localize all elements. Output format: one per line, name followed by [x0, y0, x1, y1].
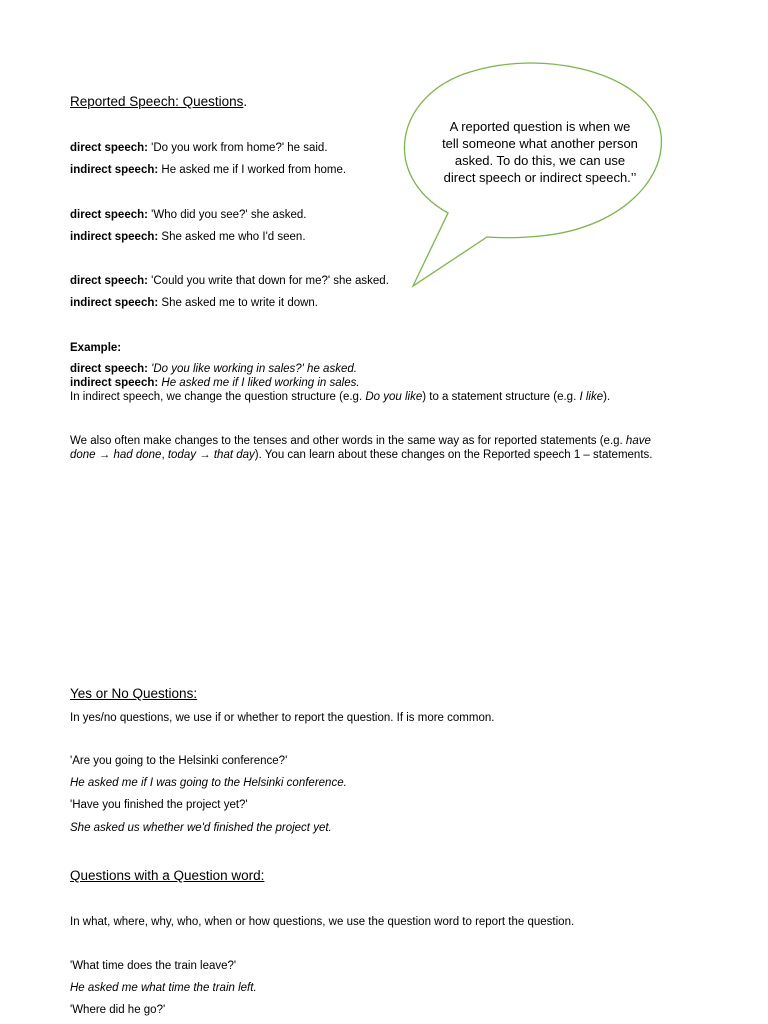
- tenses-text: ,: [161, 449, 168, 461]
- example-label: Example:: [70, 342, 122, 354]
- note-text: ) to a statement structure (e.g.: [422, 391, 580, 403]
- direct-label: direct speech:: [70, 142, 148, 154]
- question-word-example-2-question: 'Where did he go?': [70, 1004, 166, 1016]
- direct-label: direct speech:: [70, 275, 148, 287]
- yes-no-example-2-question: 'Have you finished the project yet?': [70, 799, 248, 811]
- speech-bubble-shape: [0, 0, 768, 320]
- question-word-example-1-answer: He asked me what time the train left.: [70, 982, 257, 994]
- yes-no-heading: Yes or No Questions:: [70, 686, 198, 701]
- direct-speech-2: [70, 208, 306, 222]
- indirect-text: She asked me who I'd seen.: [158, 231, 306, 243]
- example-indirect: [70, 376, 360, 390]
- indirect-text: She asked me to write it down.: [158, 297, 319, 309]
- direct-label: direct speech:: [70, 363, 148, 375]
- note-italic: Do you like: [365, 391, 423, 403]
- indirect-label: indirect speech:: [70, 297, 159, 309]
- direct-speech-3: [70, 274, 389, 288]
- indirect-text: He asked me if I worked from home.: [158, 164, 347, 176]
- tenses-paragraph-line-1: [70, 434, 651, 448]
- example-note: [70, 390, 610, 404]
- callout-text: A reported question is when we tell someone what another person asked. To do this, we can use direct speech or indirect speech.’’: [442, 119, 638, 185]
- yes-no-example-1-question: 'Are you going to the Helsinki conference?': [70, 755, 288, 767]
- yes-no-example-2-answer: She asked us whether we'd finished the project yet.: [70, 822, 332, 834]
- yes-no-intro: In yes/no questions, we use if or whether to report the question. If is more common.: [70, 712, 495, 724]
- note-text: In indirect speech, we change the question structure (e.g.: [70, 391, 366, 403]
- title-text: Reported Speech: Questions: [70, 94, 244, 109]
- question-word-heading: Questions with a Question word:: [70, 868, 265, 883]
- direct-text: 'Who did you see?' she asked.: [147, 209, 307, 221]
- indirect-speech-2: [70, 230, 306, 244]
- title-period: .: [243, 94, 248, 109]
- question-word-example-1-question: 'What time does the train leave?': [70, 960, 237, 972]
- yes-no-example-1-answer: He asked me if I was going to the Helsinki conference.: [70, 777, 347, 789]
- indirect-label: indirect speech:: [70, 164, 159, 176]
- tenses-text: We also often make changes to the tenses and other words in the same way as for reported statements (e.g.: [70, 435, 626, 447]
- tenses-italic: done → had done: [70, 449, 162, 461]
- tenses-text: ). You can learn about these changes on the Reported speech 1 – statements.: [254, 449, 653, 461]
- direct-text: 'Do you work from home?' he said.: [147, 142, 328, 154]
- note-text: ).: [603, 391, 611, 403]
- direct-speech-1: [70, 141, 328, 155]
- tenses-italic: have: [625, 435, 651, 447]
- indirect-label: indirect speech:: [70, 231, 159, 243]
- example-direct: [70, 362, 357, 376]
- example-direct-text: 'Do you like working in sales?' he asked.: [147, 363, 357, 375]
- direct-label: direct speech:: [70, 209, 148, 221]
- example-indirect-text: He asked me if I liked working in sales.: [158, 377, 360, 389]
- tenses-paragraph-line-2: [70, 448, 652, 462]
- indirect-speech-1: [70, 163, 346, 177]
- indirect-label: indirect speech:: [70, 377, 159, 389]
- indirect-speech-3: [70, 296, 318, 310]
- note-italic: I like: [579, 391, 604, 403]
- direct-text: 'Could you write that down for me?' she asked.: [147, 275, 389, 287]
- question-word-intro: In what, where, why, who, when or how questions, we use the question word to report the question.: [70, 916, 575, 928]
- tenses-italic: today → that day: [167, 449, 255, 461]
